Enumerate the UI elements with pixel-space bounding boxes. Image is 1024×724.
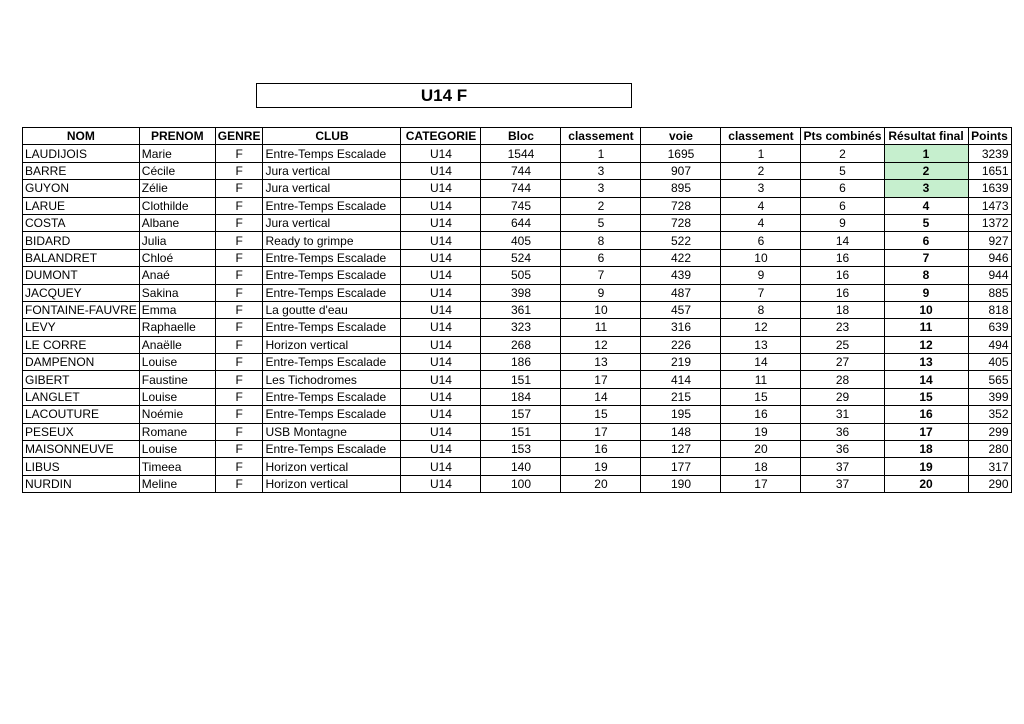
column-header-nom: NOM bbox=[23, 128, 140, 145]
table-row bbox=[23, 197, 1012, 214]
cell-genre: F bbox=[215, 354, 263, 371]
cell-bloc: 157 bbox=[481, 406, 561, 423]
cell-genre: F bbox=[215, 267, 263, 284]
cell-genre: F bbox=[215, 458, 263, 475]
table-row bbox=[23, 475, 1012, 492]
cell-categorie: U14 bbox=[401, 354, 481, 371]
cell-pts-combines: 29 bbox=[801, 388, 884, 405]
cell-points: 317 bbox=[968, 458, 1011, 475]
cell-nom: LE CORRE bbox=[23, 336, 140, 353]
cell-classement-bloc: 3 bbox=[561, 162, 641, 179]
cell-categorie: U14 bbox=[401, 197, 481, 214]
column-header-categorie: CATEGORIE bbox=[401, 128, 481, 145]
cell-classement-bloc: 5 bbox=[561, 214, 641, 231]
cell-classement-voie: 1 bbox=[721, 145, 801, 162]
cell-classement-bloc: 16 bbox=[561, 441, 641, 458]
cell-genre: F bbox=[215, 371, 263, 388]
cell-voie: 215 bbox=[641, 388, 721, 405]
cell-classement-bloc: 17 bbox=[561, 423, 641, 440]
cell-resultat-final: 5 bbox=[884, 214, 968, 231]
table-row bbox=[23, 458, 1012, 475]
cell-genre: F bbox=[215, 441, 263, 458]
table-row bbox=[23, 249, 1012, 266]
cell-prenom: Cécile bbox=[139, 162, 215, 179]
table-row bbox=[23, 232, 1012, 249]
cell-bloc: 524 bbox=[481, 249, 561, 266]
table-row bbox=[23, 301, 1012, 318]
cell-categorie: U14 bbox=[401, 249, 481, 266]
cell-nom: LARUE bbox=[23, 197, 140, 214]
cell-pts-combines: 16 bbox=[801, 249, 884, 266]
cell-prenom: Faustine bbox=[139, 371, 215, 388]
cell-prenom: Louise bbox=[139, 388, 215, 405]
cell-pts-combines: 27 bbox=[801, 354, 884, 371]
cell-bloc: 1544 bbox=[481, 145, 561, 162]
cell-pts-combines: 23 bbox=[801, 319, 884, 336]
cell-classement-bloc: 3 bbox=[561, 180, 641, 197]
cell-points: 280 bbox=[968, 441, 1011, 458]
cell-points: 290 bbox=[968, 475, 1011, 492]
table-row bbox=[23, 406, 1012, 423]
cell-club: Entre-Temps Escalade bbox=[263, 197, 401, 214]
cell-pts-combines: 25 bbox=[801, 336, 884, 353]
cell-nom: GUYON bbox=[23, 180, 140, 197]
cell-voie: 907 bbox=[641, 162, 721, 179]
cell-categorie: U14 bbox=[401, 319, 481, 336]
cell-pts-combines: 6 bbox=[801, 197, 884, 214]
cell-voie: 226 bbox=[641, 336, 721, 353]
header-row bbox=[23, 128, 1012, 145]
column-header-resultat-final: Résultat final bbox=[884, 128, 968, 145]
cell-bloc: 744 bbox=[481, 180, 561, 197]
cell-nom: LACOUTURE bbox=[23, 406, 140, 423]
cell-resultat-final: 10 bbox=[884, 301, 968, 318]
cell-voie: 316 bbox=[641, 319, 721, 336]
cell-nom: GIBERT bbox=[23, 371, 140, 388]
cell-categorie: U14 bbox=[401, 232, 481, 249]
table-row bbox=[23, 371, 1012, 388]
cell-resultat-final: 3 bbox=[884, 180, 968, 197]
cell-categorie: U14 bbox=[401, 162, 481, 179]
cell-points: 299 bbox=[968, 423, 1011, 440]
cell-classement-voie: 4 bbox=[721, 197, 801, 214]
cell-resultat-final: 12 bbox=[884, 336, 968, 353]
cell-voie: 439 bbox=[641, 267, 721, 284]
cell-voie: 728 bbox=[641, 197, 721, 214]
cell-resultat-final: 4 bbox=[884, 197, 968, 214]
page-title: U14 F bbox=[256, 83, 632, 108]
cell-nom: NURDIN bbox=[23, 475, 140, 492]
column-header-genre: GENRE bbox=[215, 128, 263, 145]
cell-classement-voie: 13 bbox=[721, 336, 801, 353]
cell-pts-combines: 16 bbox=[801, 267, 884, 284]
cell-resultat-final: 14 bbox=[884, 371, 968, 388]
cell-prenom: Timeea bbox=[139, 458, 215, 475]
cell-genre: F bbox=[215, 406, 263, 423]
cell-genre: F bbox=[215, 180, 263, 197]
cell-club: USB Montagne bbox=[263, 423, 401, 440]
cell-club: Horizon vertical bbox=[263, 475, 401, 492]
cell-classement-voie: 6 bbox=[721, 232, 801, 249]
cell-prenom: Noémie bbox=[139, 406, 215, 423]
cell-voie: 487 bbox=[641, 284, 721, 301]
cell-categorie: U14 bbox=[401, 145, 481, 162]
cell-points: 352 bbox=[968, 406, 1011, 423]
table-row bbox=[23, 423, 1012, 440]
cell-prenom: Romane bbox=[139, 423, 215, 440]
cell-nom: BALANDRET bbox=[23, 249, 140, 266]
cell-prenom: Chloé bbox=[139, 249, 215, 266]
cell-nom: BIDARD bbox=[23, 232, 140, 249]
table-row bbox=[23, 145, 1012, 162]
cell-points: 639 bbox=[968, 319, 1011, 336]
cell-nom: PESEUX bbox=[23, 423, 140, 440]
cell-classement-bloc: 12 bbox=[561, 336, 641, 353]
cell-prenom: Zélie bbox=[139, 180, 215, 197]
cell-categorie: U14 bbox=[401, 371, 481, 388]
cell-club: Entre-Temps Escalade bbox=[263, 441, 401, 458]
cell-points: 1473 bbox=[968, 197, 1011, 214]
cell-genre: F bbox=[215, 319, 263, 336]
cell-pts-combines: 36 bbox=[801, 441, 884, 458]
cell-classement-voie: 9 bbox=[721, 267, 801, 284]
cell-club: Jura vertical bbox=[263, 162, 401, 179]
cell-resultat-final: 19 bbox=[884, 458, 968, 475]
cell-voie: 127 bbox=[641, 441, 721, 458]
cell-genre: F bbox=[215, 423, 263, 440]
cell-pts-combines: 36 bbox=[801, 423, 884, 440]
table-row bbox=[23, 162, 1012, 179]
cell-classement-bloc: 13 bbox=[561, 354, 641, 371]
cell-points: 946 bbox=[968, 249, 1011, 266]
cell-prenom: Sakina bbox=[139, 284, 215, 301]
cell-categorie: U14 bbox=[401, 458, 481, 475]
cell-club: Horizon vertical bbox=[263, 458, 401, 475]
results-table bbox=[22, 127, 1012, 493]
table-row bbox=[23, 284, 1012, 301]
cell-resultat-final: 16 bbox=[884, 406, 968, 423]
cell-genre: F bbox=[215, 388, 263, 405]
cell-classement-voie: 2 bbox=[721, 162, 801, 179]
cell-classement-voie: 18 bbox=[721, 458, 801, 475]
cell-genre: F bbox=[215, 145, 263, 162]
cell-resultat-final: 9 bbox=[884, 284, 968, 301]
cell-club: Les Tichodromes bbox=[263, 371, 401, 388]
column-header-pts-combines: Pts combinés bbox=[801, 128, 884, 145]
cell-pts-combines: 9 bbox=[801, 214, 884, 231]
cell-categorie: U14 bbox=[401, 301, 481, 318]
cell-pts-combines: 5 bbox=[801, 162, 884, 179]
cell-categorie: U14 bbox=[401, 214, 481, 231]
cell-resultat-final: 11 bbox=[884, 319, 968, 336]
cell-club: Entre-Temps Escalade bbox=[263, 354, 401, 371]
cell-classement-bloc: 19 bbox=[561, 458, 641, 475]
cell-voie: 148 bbox=[641, 423, 721, 440]
cell-club: Entre-Temps Escalade bbox=[263, 319, 401, 336]
cell-classement-bloc: 14 bbox=[561, 388, 641, 405]
cell-genre: F bbox=[215, 197, 263, 214]
cell-resultat-final: 13 bbox=[884, 354, 968, 371]
cell-points: 885 bbox=[968, 284, 1011, 301]
cell-pts-combines: 16 bbox=[801, 284, 884, 301]
cell-categorie: U14 bbox=[401, 475, 481, 492]
cell-classement-voie: 7 bbox=[721, 284, 801, 301]
cell-nom: LIBUS bbox=[23, 458, 140, 475]
column-header-classement-voie: classement bbox=[721, 128, 801, 145]
cell-categorie: U14 bbox=[401, 180, 481, 197]
column-header-points: Points bbox=[968, 128, 1011, 145]
cell-points: 494 bbox=[968, 336, 1011, 353]
cell-classement-voie: 16 bbox=[721, 406, 801, 423]
cell-resultat-final: 2 bbox=[884, 162, 968, 179]
column-header-voie: voie bbox=[641, 128, 721, 145]
cell-classement-bloc: 9 bbox=[561, 284, 641, 301]
cell-voie: 195 bbox=[641, 406, 721, 423]
cell-categorie: U14 bbox=[401, 441, 481, 458]
cell-bloc: 361 bbox=[481, 301, 561, 318]
cell-bloc: 405 bbox=[481, 232, 561, 249]
cell-bloc: 186 bbox=[481, 354, 561, 371]
cell-prenom: Julia bbox=[139, 232, 215, 249]
table-row bbox=[23, 214, 1012, 231]
cell-classement-bloc: 7 bbox=[561, 267, 641, 284]
cell-points: 1639 bbox=[968, 180, 1011, 197]
cell-nom: LEVY bbox=[23, 319, 140, 336]
cell-resultat-final: 1 bbox=[884, 145, 968, 162]
cell-classement-bloc: 11 bbox=[561, 319, 641, 336]
table-row bbox=[23, 180, 1012, 197]
cell-classement-voie: 3 bbox=[721, 180, 801, 197]
cell-classement-bloc: 10 bbox=[561, 301, 641, 318]
cell-categorie: U14 bbox=[401, 423, 481, 440]
table-row bbox=[23, 441, 1012, 458]
cell-categorie: U14 bbox=[401, 388, 481, 405]
table-row bbox=[23, 267, 1012, 284]
cell-nom: LAUDIJOIS bbox=[23, 145, 140, 162]
cell-genre: F bbox=[215, 214, 263, 231]
cell-resultat-final: 8 bbox=[884, 267, 968, 284]
cell-bloc: 398 bbox=[481, 284, 561, 301]
cell-points: 944 bbox=[968, 267, 1011, 284]
cell-bloc: 140 bbox=[481, 458, 561, 475]
cell-resultat-final: 6 bbox=[884, 232, 968, 249]
table-row bbox=[23, 319, 1012, 336]
cell-nom: JACQUEY bbox=[23, 284, 140, 301]
cell-voie: 177 bbox=[641, 458, 721, 475]
cell-classement-voie: 10 bbox=[721, 249, 801, 266]
cell-club: Entre-Temps Escalade bbox=[263, 406, 401, 423]
cell-bloc: 505 bbox=[481, 267, 561, 284]
cell-classement-voie: 15 bbox=[721, 388, 801, 405]
cell-voie: 1695 bbox=[641, 145, 721, 162]
cell-classement-bloc: 2 bbox=[561, 197, 641, 214]
cell-nom: DAMPENON bbox=[23, 354, 140, 371]
column-header-club: CLUB bbox=[263, 128, 401, 145]
cell-classement-voie: 12 bbox=[721, 319, 801, 336]
cell-genre: F bbox=[215, 249, 263, 266]
cell-prenom: Anaëlle bbox=[139, 336, 215, 353]
cell-nom: BARRE bbox=[23, 162, 140, 179]
cell-voie: 219 bbox=[641, 354, 721, 371]
column-header-bloc: Bloc bbox=[481, 128, 561, 145]
cell-points: 927 bbox=[968, 232, 1011, 249]
cell-points: 3239 bbox=[968, 145, 1011, 162]
cell-pts-combines: 37 bbox=[801, 475, 884, 492]
cell-classement-voie: 14 bbox=[721, 354, 801, 371]
cell-voie: 190 bbox=[641, 475, 721, 492]
cell-genre: F bbox=[215, 301, 263, 318]
cell-classement-voie: 4 bbox=[721, 214, 801, 231]
table-row bbox=[23, 354, 1012, 371]
cell-bloc: 153 bbox=[481, 441, 561, 458]
cell-voie: 728 bbox=[641, 214, 721, 231]
cell-resultat-final: 20 bbox=[884, 475, 968, 492]
table-body bbox=[23, 145, 1012, 493]
cell-club: Jura vertical bbox=[263, 180, 401, 197]
cell-classement-bloc: 15 bbox=[561, 406, 641, 423]
cell-genre: F bbox=[215, 162, 263, 179]
cell-club: Entre-Temps Escalade bbox=[263, 284, 401, 301]
cell-resultat-final: 18 bbox=[884, 441, 968, 458]
cell-classement-voie: 8 bbox=[721, 301, 801, 318]
cell-prenom: Emma bbox=[139, 301, 215, 318]
cell-nom: MAISONNEUVE bbox=[23, 441, 140, 458]
cell-bloc: 151 bbox=[481, 423, 561, 440]
cell-categorie: U14 bbox=[401, 336, 481, 353]
cell-prenom: Anaé bbox=[139, 267, 215, 284]
cell-prenom: Louise bbox=[139, 441, 215, 458]
cell-points: 818 bbox=[968, 301, 1011, 318]
cell-classement-bloc: 1 bbox=[561, 145, 641, 162]
cell-club: Ready to grimpe bbox=[263, 232, 401, 249]
cell-genre: F bbox=[215, 284, 263, 301]
cell-prenom: Clothilde bbox=[139, 197, 215, 214]
cell-bloc: 268 bbox=[481, 336, 561, 353]
cell-prenom: Louise bbox=[139, 354, 215, 371]
cell-bloc: 100 bbox=[481, 475, 561, 492]
cell-resultat-final: 17 bbox=[884, 423, 968, 440]
cell-classement-bloc: 17 bbox=[561, 371, 641, 388]
cell-nom: LANGLET bbox=[23, 388, 140, 405]
cell-voie: 895 bbox=[641, 180, 721, 197]
cell-prenom: Meline bbox=[139, 475, 215, 492]
cell-classement-bloc: 8 bbox=[561, 232, 641, 249]
cell-points: 1372 bbox=[968, 214, 1011, 231]
cell-points: 565 bbox=[968, 371, 1011, 388]
table-row bbox=[23, 336, 1012, 353]
cell-bloc: 323 bbox=[481, 319, 561, 336]
cell-classement-bloc: 6 bbox=[561, 249, 641, 266]
cell-resultat-final: 7 bbox=[884, 249, 968, 266]
cell-prenom: Marie bbox=[139, 145, 215, 162]
cell-genre: F bbox=[215, 336, 263, 353]
cell-points: 1651 bbox=[968, 162, 1011, 179]
cell-pts-combines: 28 bbox=[801, 371, 884, 388]
table-row bbox=[23, 388, 1012, 405]
cell-bloc: 151 bbox=[481, 371, 561, 388]
cell-prenom: Raphaelle bbox=[139, 319, 215, 336]
cell-club: Entre-Temps Escalade bbox=[263, 267, 401, 284]
cell-categorie: U14 bbox=[401, 406, 481, 423]
cell-bloc: 744 bbox=[481, 162, 561, 179]
column-header-prenom: PRENOM bbox=[139, 128, 215, 145]
cell-pts-combines: 31 bbox=[801, 406, 884, 423]
cell-bloc: 644 bbox=[481, 214, 561, 231]
cell-pts-combines: 14 bbox=[801, 232, 884, 249]
cell-voie: 457 bbox=[641, 301, 721, 318]
cell-voie: 414 bbox=[641, 371, 721, 388]
cell-resultat-final: 15 bbox=[884, 388, 968, 405]
cell-pts-combines: 18 bbox=[801, 301, 884, 318]
cell-genre: F bbox=[215, 232, 263, 249]
column-header-classement-bloc: classement bbox=[561, 128, 641, 145]
cell-club: Entre-Temps Escalade bbox=[263, 249, 401, 266]
cell-nom: FONTAINE-FAUVRE bbox=[23, 301, 140, 318]
cell-prenom: Albane bbox=[139, 214, 215, 231]
cell-club: Horizon vertical bbox=[263, 336, 401, 353]
cell-classement-bloc: 20 bbox=[561, 475, 641, 492]
cell-categorie: U14 bbox=[401, 284, 481, 301]
cell-club: Jura vertical bbox=[263, 214, 401, 231]
cell-points: 405 bbox=[968, 354, 1011, 371]
cell-voie: 422 bbox=[641, 249, 721, 266]
cell-pts-combines: 6 bbox=[801, 180, 884, 197]
cell-bloc: 184 bbox=[481, 388, 561, 405]
cell-points: 399 bbox=[968, 388, 1011, 405]
cell-classement-voie: 17 bbox=[721, 475, 801, 492]
cell-pts-combines: 37 bbox=[801, 458, 884, 475]
cell-classement-voie: 20 bbox=[721, 441, 801, 458]
cell-genre: F bbox=[215, 475, 263, 492]
cell-voie: 522 bbox=[641, 232, 721, 249]
cell-classement-voie: 19 bbox=[721, 423, 801, 440]
cell-pts-combines: 2 bbox=[801, 145, 884, 162]
cell-club: Entre-Temps Escalade bbox=[263, 145, 401, 162]
cell-categorie: U14 bbox=[401, 267, 481, 284]
cell-nom: COSTA bbox=[23, 214, 140, 231]
cell-nom: DUMONT bbox=[23, 267, 140, 284]
cell-classement-voie: 11 bbox=[721, 371, 801, 388]
cell-club: La goutte d'eau bbox=[263, 301, 401, 318]
cell-bloc: 745 bbox=[481, 197, 561, 214]
cell-club: Entre-Temps Escalade bbox=[263, 388, 401, 405]
